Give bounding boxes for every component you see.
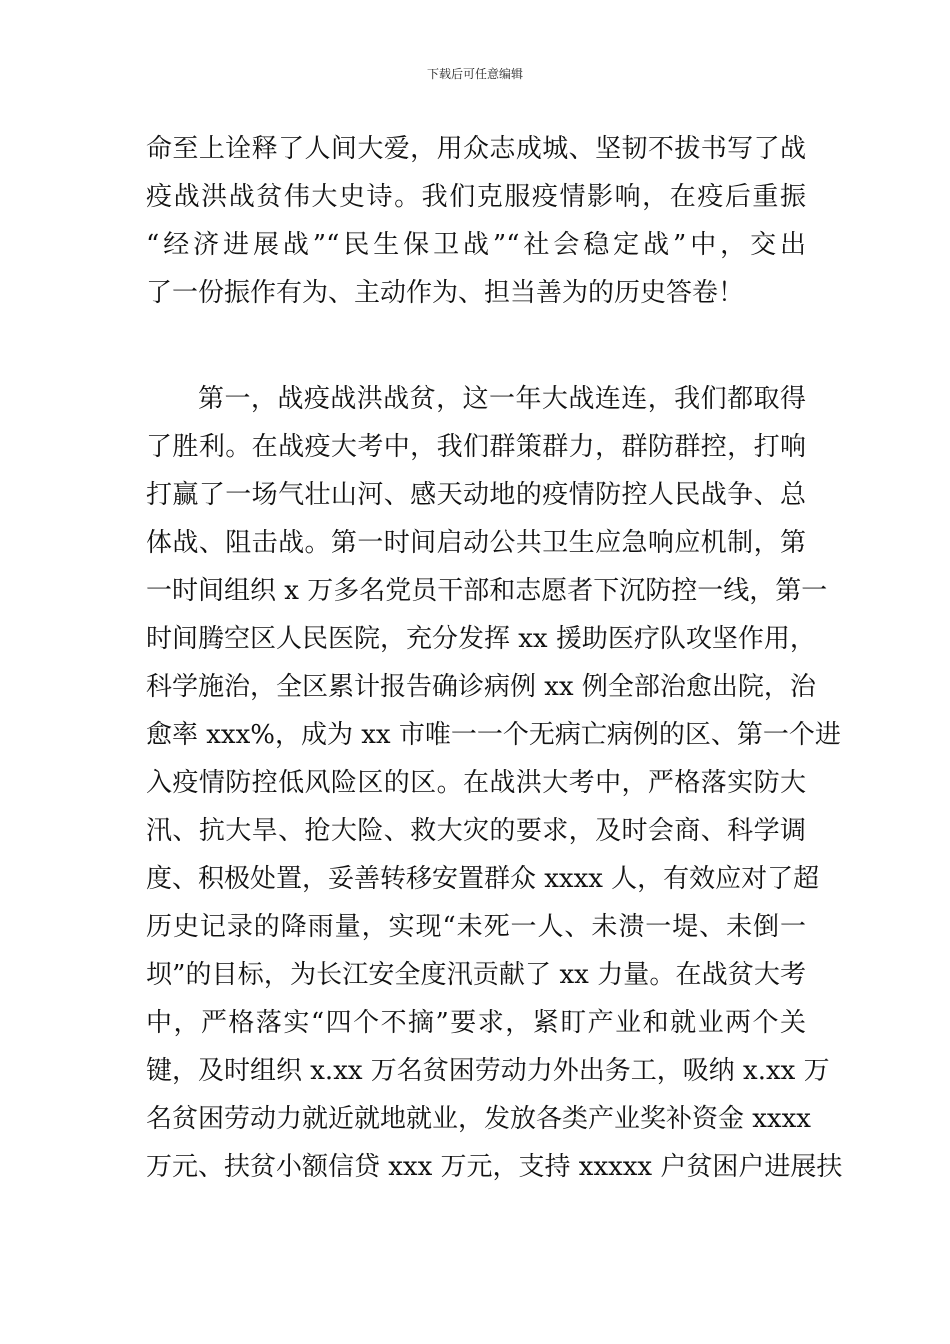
text-line: 万元、扶贫小额信贷 xxx 万元，支持 xxxxx 户贫困户进展扶 bbox=[146, 1152, 843, 1182]
text-line: 打赢了一场气壮山河、感天动地的疫情防控人民战争、总 bbox=[146, 480, 806, 510]
text-line: “经济进展战”“民生保卫战”“社会稳定战”中，交出 bbox=[146, 230, 806, 260]
text-line: 一时间组织 x 万多名党员干部和志愿者下沉防控一线，第一 bbox=[146, 576, 828, 606]
text-line: 名贫困劳动力就近就地就业，发放各类产业奖补资金 xxxx bbox=[146, 1104, 811, 1134]
text-line: 汛、抗大旱、抢大险、救大灾的要求，及时会商、科学调 bbox=[146, 816, 806, 846]
text-line: 入疫情防控低风险区的区。在战洪大考中，严格落实防大 bbox=[146, 768, 806, 798]
text-line: 愈率 xxx%，成为 xx 市唯一一个无病亡病例的区、第一个进 bbox=[146, 720, 841, 750]
text-line: 中，严格落实“四个不摘”要求，紧盯产业和就业两个关 bbox=[146, 1008, 806, 1038]
text-line: 时间腾空区人民医院，充分发挥 xx 援助医疗队攻坚作用， bbox=[146, 624, 816, 654]
text-line: 键，及时组织 x.xx 万名贫困劳动力外出务工，吸纳 x.xx 万 bbox=[146, 1056, 830, 1086]
text-line: 历史记录的降雨量，实现“未死一人、未溃一堤、未倒一 bbox=[146, 912, 806, 942]
text-line: 科学施治，全区累计报告确诊病例 xx 例全部治愈出院，治 bbox=[146, 672, 816, 702]
paragraph bbox=[146, 125, 806, 317]
text-line: 度、积极处置，妥善转移安置群众 xxxx 人，有效应对了超 bbox=[146, 864, 820, 894]
text-line: 疫战洪战贫伟大史诗。我们克服疫情影响，在疫后重振 bbox=[146, 182, 806, 212]
text-line: 第一，战疫战洪战贫，这一年大战连连，我们都取得 bbox=[198, 384, 806, 414]
text-line: 体战、阻击战。第一时间启动公共卫生应急响应机制，第 bbox=[146, 528, 806, 558]
paragraph bbox=[146, 375, 843, 1191]
text-line: 坝”的目标，为长江安全度汛贡献了 xx 力量。在战贫大考 bbox=[146, 960, 806, 990]
page-header: 下载后可任意编辑 bbox=[426, 67, 523, 81]
text-line: 了一份振作有为、主动作为、担当善为的历史答卷！ bbox=[146, 278, 745, 308]
text-line: 命至上诠释了人间大爱，用众志成城、坚韧不拔书写了战 bbox=[146, 134, 806, 164]
text-line: 了胜利。在战疫大考中，我们群策群力，群防群控，打响 bbox=[146, 432, 806, 462]
